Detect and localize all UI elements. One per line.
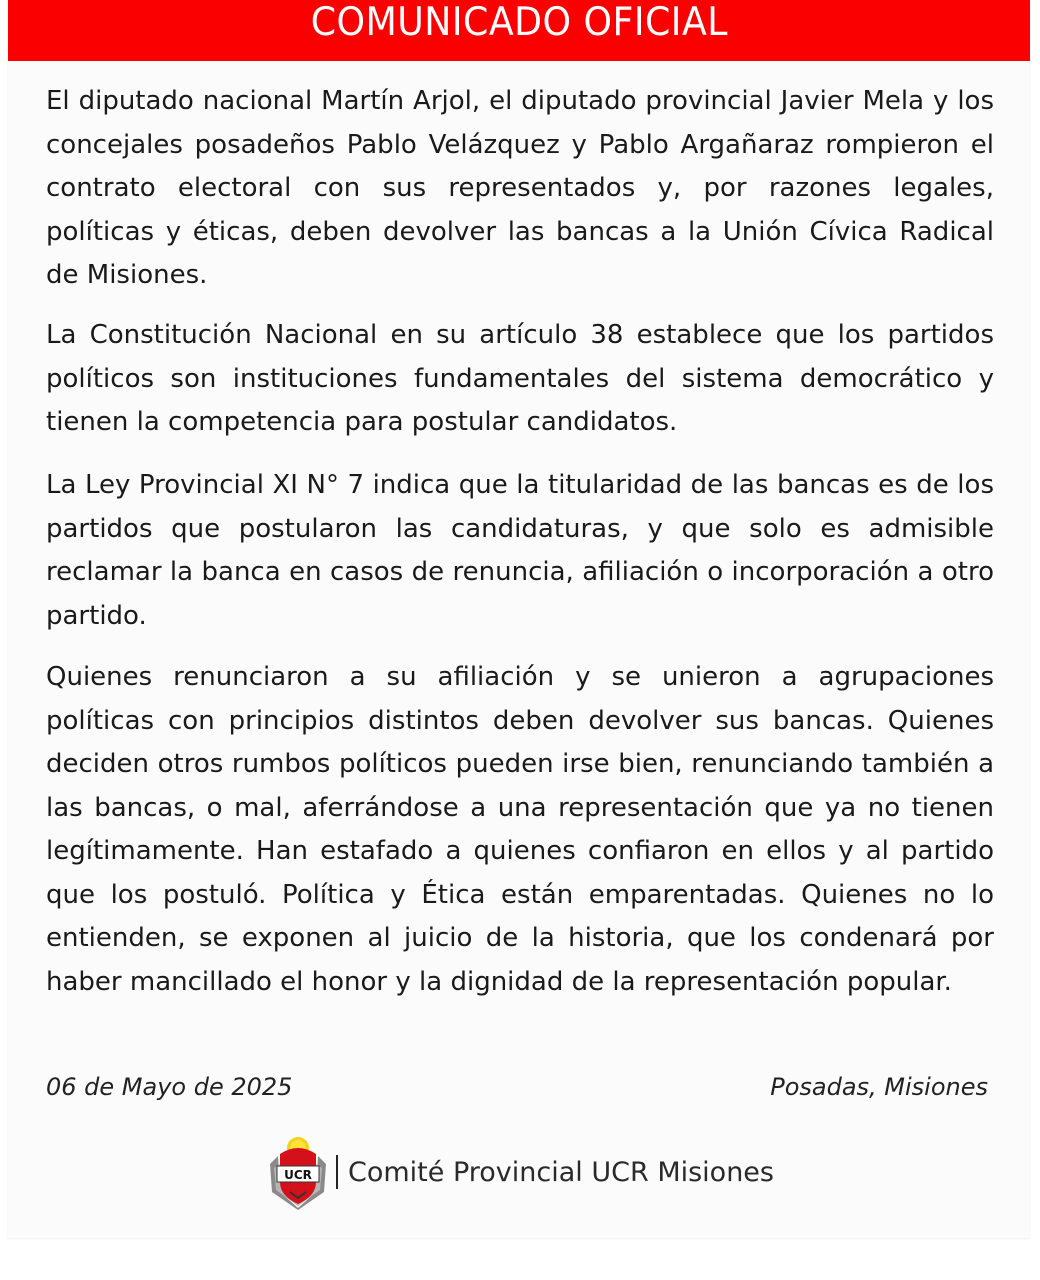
logo-text: UCR [284,1168,312,1182]
ucr-shield-logo-icon [266,1134,330,1210]
date-text: 06 de Mayo de 2025 [46,1073,293,1101]
paragraph-3: La Ley Provincial XI N° 7 indica que la titularidad de las bancas es de los partidos que postularon las candidaturas, y que solo es admisible reclamar la banca en casos de renuncia, afiliación o incorporación a otro partido. [46,470,994,631]
paragraph-4: Quienes renunciaron a su afiliación y se unieron a agrupaciones políticas con principios distintos deben devolver sus bancas. Quienes deciden otros rumbos políticos pueden irse bien, renunciando también a las bancas, o mal, aferrándose a una representación que ya no tienen legítimamente. Han estafado a quienes confiaron en ellos y al partido que los postuló. Política y Ética están emparentadas. Quienes no lo entienden, se exponen al juicio de la historia, que los condenará por haber mancillado el honor y la dignidad de la representación popular. [46,662,994,997]
place-text: Posadas, Misiones [770,1073,988,1101]
page-title: COMUNICADO OFICIAL [310,0,728,45]
signature-text: Comité Provincial UCR Misiones [348,1156,774,1188]
header-banner [8,0,1030,61]
paragraph-1: El diputado nacional Martín Arjol, el diputado provincial Javier Mela y los concejales posadeños Pablo Velázquez y Pablo Argañaraz rompieron el contrato electoral con sus representados y, por razones legales, políticas y éticas, deben devolver las bancas a la Unión Cívica Radical de Misiones. [46,86,994,290]
paragraph-2: La Constitución Nacional en su artículo 38 establece que los partidos políticos son instituciones fundamentales del sistema democrático y tienen la competencia para postular candidatos. [46,320,994,437]
signature-divider [336,1155,338,1189]
signature-block [266,1134,774,1210]
footer-dateline [46,1073,988,1101]
